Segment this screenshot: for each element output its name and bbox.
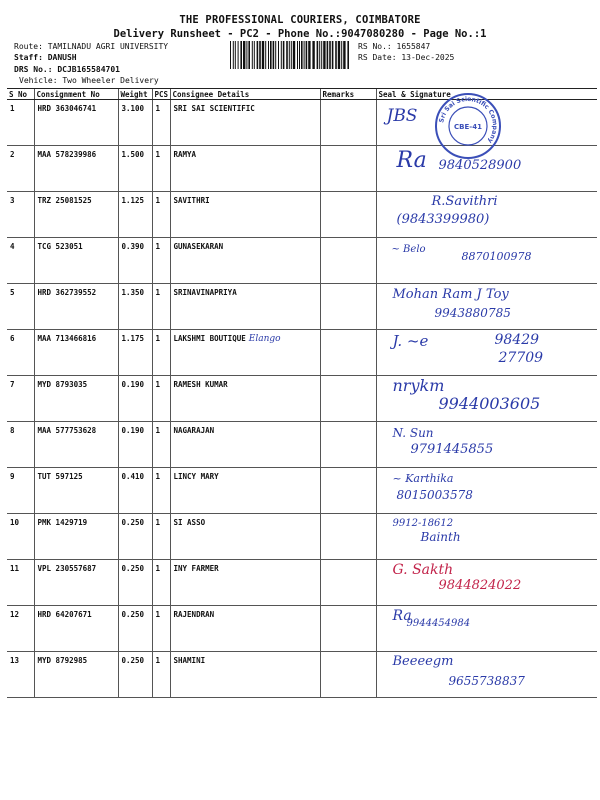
cell-remarks [320,560,376,606]
barcode-bar [304,41,305,69]
barcode-bar [332,41,334,69]
cell-sno: 8 [7,422,34,468]
handwritten-signature: ~ Belo [391,244,426,255]
barcode-bar [254,41,255,69]
barcode-bar [293,41,295,69]
runsheet-subtitle: Delivery Runsheet - PC2 - Phone No.:9047080280 - Page No.:1 [113,28,487,40]
cell-remarks [320,468,376,514]
handwritten-signature: JBS [386,106,418,126]
cell-sno: 9 [7,468,34,514]
table-row [7,100,597,146]
cell-consignment: TRZ 25081525 [34,192,118,238]
col-header-consignment: Consignment No [34,89,118,100]
handwritten-signature: N. Sun [392,426,434,440]
cell-remarks [320,376,376,422]
barcode-bar [289,41,290,69]
cell-sno: 10 [7,514,34,560]
barcode-bar [278,41,279,69]
cell-consignment: HRD 362739552 [34,284,118,330]
cell-consignment: VPL 230557687 [34,560,118,606]
cell-pcs: 1 [152,422,170,468]
barcode [229,41,352,69]
barcode-bar [270,41,272,69]
cell-consignment: MYD 8792985 [34,652,118,698]
cell-weight: 0.250 [118,514,152,560]
table-row [7,468,597,514]
cell-consignment: HRD 64207671 [34,606,118,652]
barcode-bar [323,41,325,69]
barcode-bar [262,41,264,69]
cell-consignee: SHAMINI [170,652,320,698]
cell-pcs: 1 [152,238,170,284]
cell-consignee: INY FARMER [170,560,320,606]
cell-pcs: 1 [152,560,170,606]
table-row [7,514,597,560]
barcode-bar [335,41,337,69]
cell-weight: 0.250 [118,652,152,698]
cell-pcs: 1 [152,514,170,560]
cell-sno: 4 [7,238,34,284]
table-row [7,192,597,238]
cell-weight: 0.250 [118,560,152,606]
cell-signature [376,422,597,468]
stamp-center-text: CBE-41 [454,123,482,131]
col-header-sno: S No [7,89,34,100]
handwritten-signature: nrykm [392,376,445,395]
cell-pcs: 1 [152,192,170,238]
cell-pcs: 1 [152,330,170,376]
barcode-bar [286,41,288,69]
barcode-bar [257,41,259,69]
barcode-bar [248,41,250,69]
cell-consignee: RAMESH KUMAR [170,376,320,422]
barcode-bar [238,41,239,69]
rs-date: RS Date: 13-Dec-2025 [358,53,455,62]
cell-sno: 7 [7,376,34,422]
barcode-bar [327,41,329,69]
barcode-bar [243,41,245,69]
staff-label: Staff: DANUSH [14,53,77,62]
cell-remarks [320,146,376,192]
cell-consignment: TCG 523051 [34,238,118,284]
barcode-bar [265,41,266,69]
cell-consignment: MYD 8793035 [34,376,118,422]
barcode-bar [235,41,236,69]
table-row [7,146,597,192]
cell-weight: 0.250 [118,606,152,652]
cell-pcs: 1 [152,652,170,698]
drs-number: DRS No.: DCJB165584701 [14,65,120,74]
handwritten-phone: 9655738837 [448,674,525,688]
col-header-signature: Seal & Signature [376,89,597,100]
cell-signature [376,192,597,238]
cell-signature [376,652,597,698]
cell-signature [376,284,597,330]
handwritten-signature: R.Savithri [431,194,498,209]
barcode-bar [275,41,276,69]
handwritten-signature: Ra [392,608,412,624]
handwritten-phone: 9844824022 [438,578,522,593]
cell-remarks [320,422,376,468]
table-row [7,652,597,698]
barcode-bar [230,41,231,69]
cell-remarks [320,606,376,652]
handwritten-signature: J. ~e [392,332,429,350]
cell-consignee: SRI SAI SCIENTIFIC [170,100,320,146]
handwritten-signature: ~ Karthika [392,472,454,485]
handwritten-signature: Beeeegm [392,654,454,669]
col-header-weight: Weight [118,89,152,100]
cell-weight: 0.410 [118,468,152,514]
cell-consignee: NAGARAJAN [170,422,320,468]
barcode-bar [291,41,292,69]
cell-weight: 1.500 [118,146,152,192]
barcode-bar [246,41,247,69]
table-row [7,330,597,376]
cell-weight: 0.190 [118,376,152,422]
barcode-bar [319,41,320,69]
cell-remarks [320,652,376,698]
handwritten-signature: G. Sakth [392,562,454,578]
handwritten-phone: 8015003578 [396,488,473,502]
cell-signature [376,238,597,284]
cell-consignment: HRD 363046741 [34,100,118,146]
cell-signature [376,330,597,376]
barcode-bar [283,41,285,69]
barcode-bar [312,41,314,69]
rs-number: RS No.: 1655847 [358,42,431,51]
cell-weight: 1.175 [118,330,152,376]
cell-remarks [320,330,376,376]
cell-consignment: MAA 713466816 [34,330,118,376]
barcode-bar [259,41,261,69]
barcode-bar [252,41,253,69]
cell-signature [376,606,597,652]
cell-remarks [320,100,376,146]
barcode-bar [273,41,275,69]
handwritten-phone: 8870100978 [461,250,532,263]
barcode-bar [329,41,331,69]
cell-consignee: LINCY MARY [170,468,320,514]
cell-sno: 3 [7,192,34,238]
cell-consignee: SI ASSO [170,514,320,560]
cell-signature [376,468,597,514]
barcode-bar [343,41,345,69]
barcode-bar [297,41,298,69]
cell-pcs: 1 [152,284,170,330]
handwritten-phone: 9944003605 [438,394,541,413]
barcode-bar [281,41,282,69]
cell-pcs: 1 [152,468,170,514]
cell-signature [376,514,597,560]
cell-sno: 5 [7,284,34,330]
barcode-bar [308,41,310,69]
handwritten-signature: Mohan Ram J Toy [392,287,509,302]
handwritten-phone: 9840528900 [438,158,522,173]
cell-signature [376,146,597,192]
table-header-row [7,89,597,100]
barcode-bar [306,41,308,69]
handwritten-phone: 9943880785 [434,306,511,320]
barcode-bar [347,41,349,69]
handwritten-phone: (9843399980) [396,212,490,227]
cell-consignee: SRINAVINAPRIYA [170,284,320,330]
runsheet-table [7,88,597,698]
cell-consignment: MAA 577753628 [34,422,118,468]
cell-sno: 11 [7,560,34,606]
cell-remarks [320,284,376,330]
cell-sno: 13 [7,652,34,698]
handwritten-signature: Bainth [420,530,461,544]
table-row [7,284,597,330]
cell-weight: 0.190 [118,422,152,468]
cell-weight: 0.390 [118,238,152,284]
barcode-bar [317,41,319,69]
consignee-name: LAKSHMI BOUTIQUE [173,334,246,343]
table-row [7,422,597,468]
table-row [7,560,597,606]
barcode-bar [341,41,342,69]
cell-signature [376,560,597,606]
cell-remarks [320,238,376,284]
table-row [7,238,597,284]
cell-consignee: RAJENDRAN [170,606,320,652]
cell-signature [376,376,597,422]
col-header-consignee: Consignee Details [170,89,320,100]
stamp-ring-text: Sri Sai Scientific Company [438,95,499,145]
cell-remarks [320,192,376,238]
col-header-remarks: Remarks [320,89,376,100]
handwritten-phone: 98429 [494,332,540,348]
cell-sno: 2 [7,146,34,192]
col-header-pcs: PCS [152,89,170,100]
table-row [7,376,597,422]
cell-consignee: GUNASEKARAN [170,238,320,284]
cell-consignment: MAA 578239986 [34,146,118,192]
cell-sno: 6 [7,330,34,376]
cell-consignment: TUT 597125 [34,468,118,514]
barcode-bar [301,41,303,69]
cell-remarks [320,514,376,560]
table-row [7,606,597,652]
vehicle-label: Vehicle: Two Wheeler Delivery [19,76,159,85]
cell-pcs: 1 [152,376,170,422]
barcode-bar [299,41,300,69]
barcode-bar [268,41,269,69]
handwritten-phone-cont: 27709 [498,350,544,366]
cell-signature [376,100,597,146]
handwritten-signature: Ra [396,148,427,173]
handwritten-phone: 9912-18612 [392,518,454,529]
handwritten-note: Elango [248,334,281,344]
cell-weight: 3.100 [118,100,152,146]
barcode-bar [233,41,234,69]
company-title: THE PROFESSIONAL COURIERS, COIMBATORE [179,14,421,26]
barcode-bar [240,41,242,69]
cell-consignee [170,330,320,376]
route-label: Route: TAMILNADU AGRI UNIVERSITY [14,42,169,51]
cell-pcs: 1 [152,146,170,192]
barcode-bar [338,41,340,69]
cell-consignee: RAMYA [170,146,320,192]
cell-consignment: PMK 1429719 [34,514,118,560]
cell-pcs: 1 [152,100,170,146]
cell-pcs: 1 [152,606,170,652]
cell-consignee: SAVITHRI [170,192,320,238]
handwritten-phone: 9791445855 [410,442,494,457]
cell-weight: 1.350 [118,284,152,330]
handwritten-phone: 9944454984 [406,618,471,629]
cell-weight: 1.125 [118,192,152,238]
cell-sno: 1 [7,100,34,146]
cell-sno: 12 [7,606,34,652]
barcode-bar [321,41,322,69]
